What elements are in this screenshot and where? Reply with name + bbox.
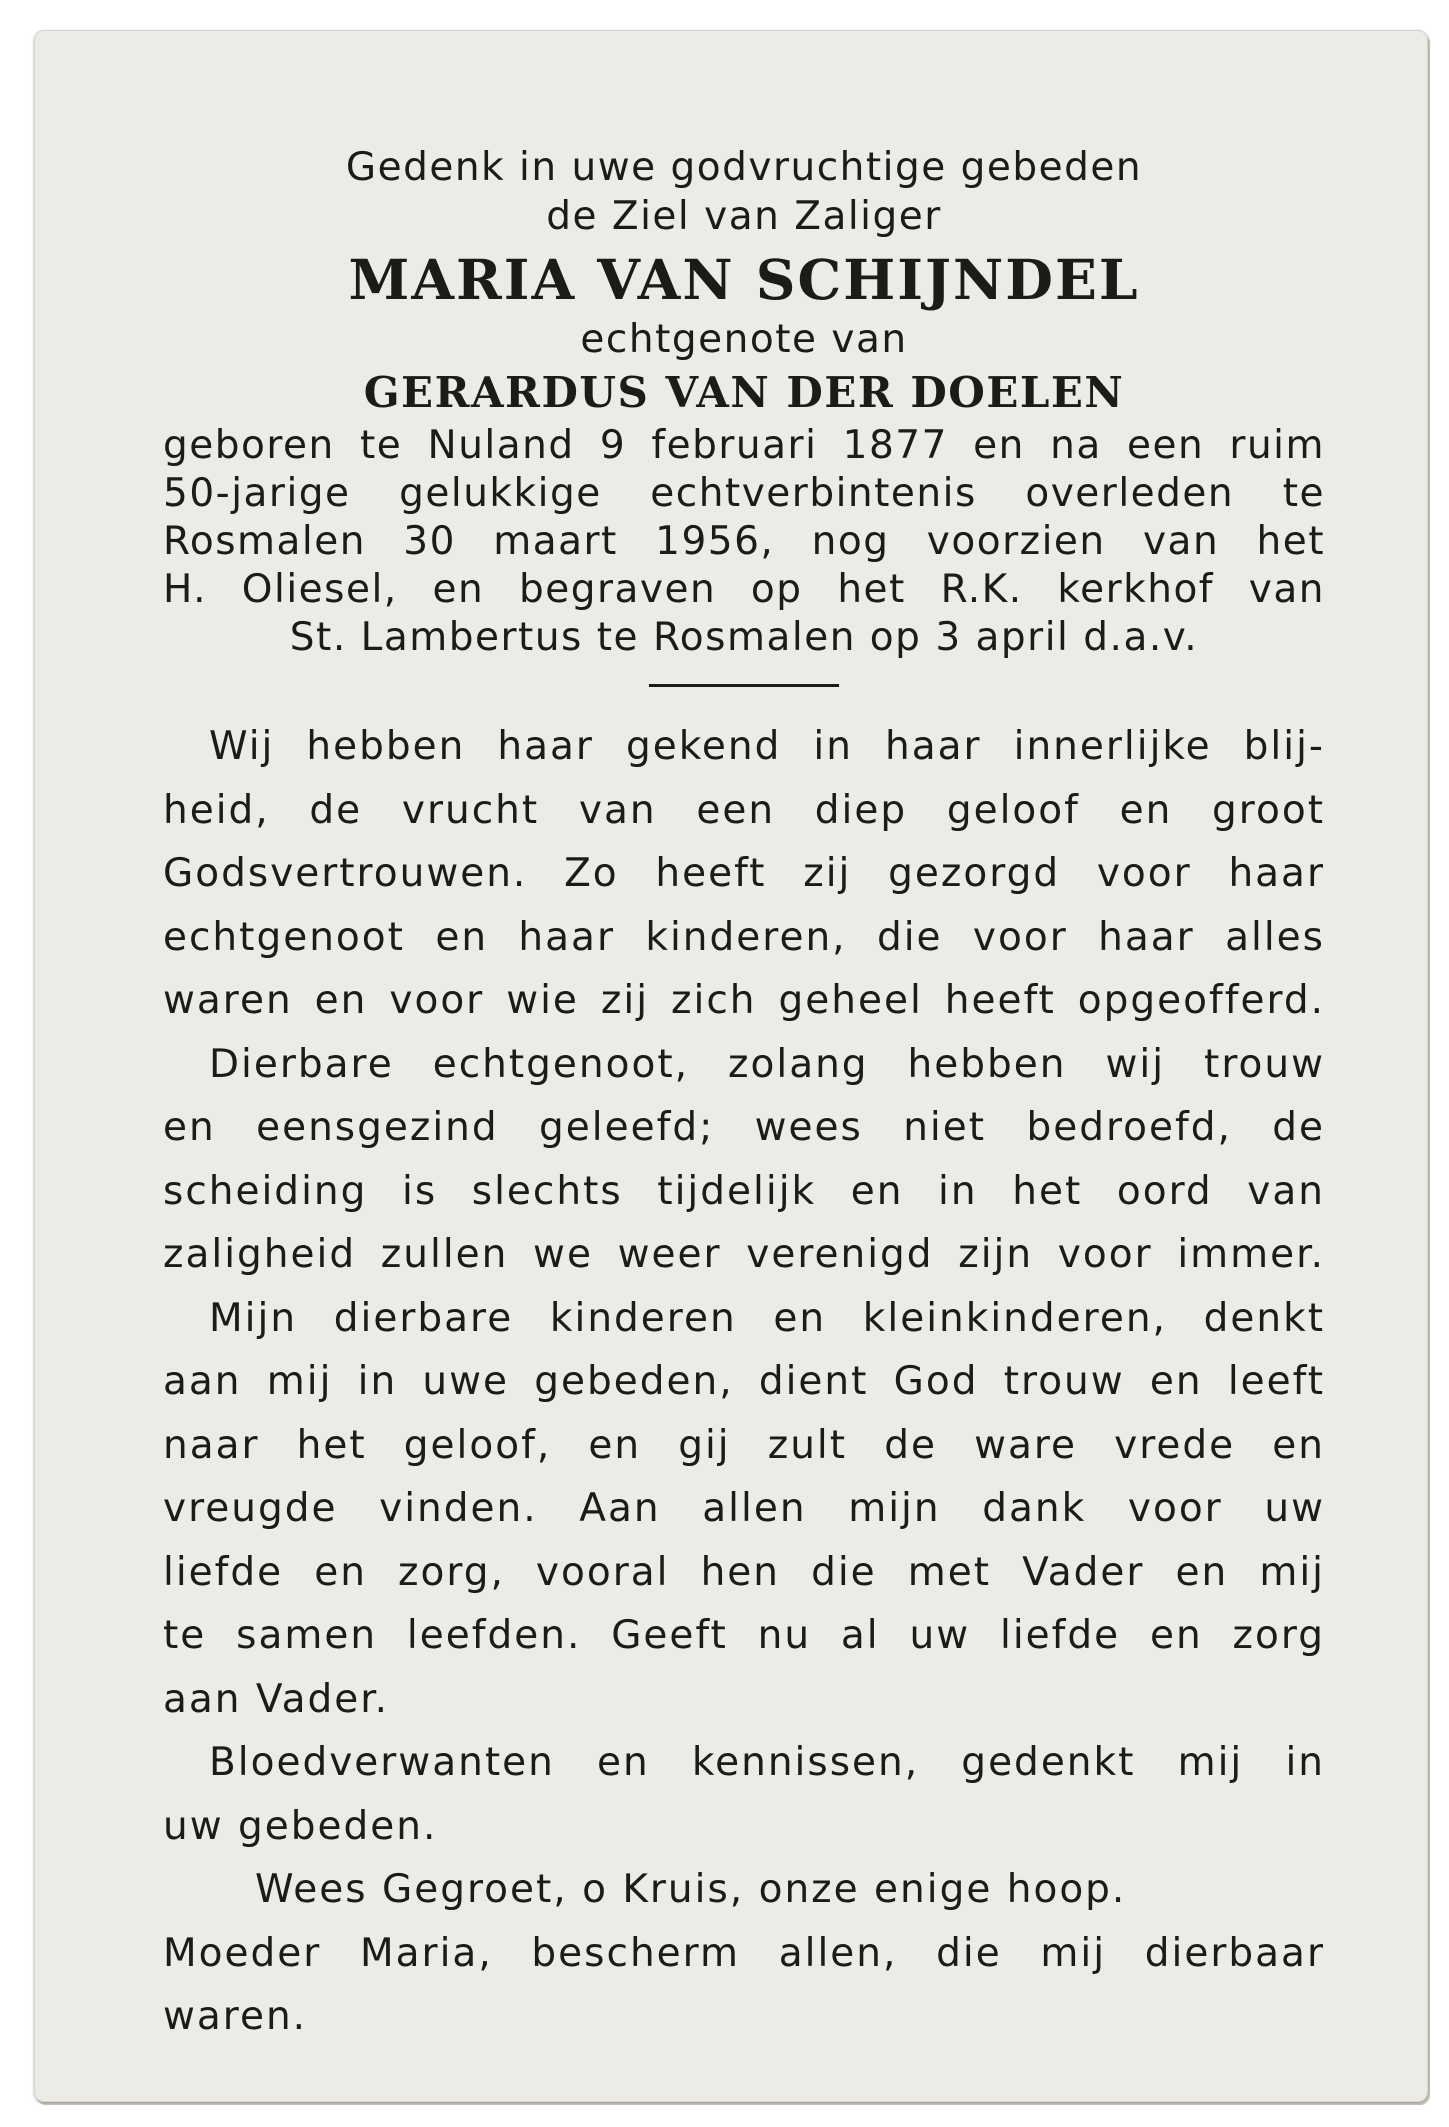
body-line: zaligheid zullen we weer verenigd zijn voor immer. [163, 1232, 1325, 1277]
memorial-card [34, 30, 1428, 2102]
body-line: Godsvertrouwen. Zo heeft zij gezorgd voor haar [163, 851, 1325, 896]
spouse-name: GERARDUS VAN DER DOELEN [363, 368, 1125, 417]
card-header [163, 143, 1325, 422]
body-text [163, 715, 1325, 2049]
body-line: en eensgezind geleefd; wees niet bedroefd, de [163, 1105, 1325, 1150]
body-line: Wees Gegroet, o Kruis, onze enige hoop. [255, 1867, 1127, 1912]
bio-line: Rosmalen 30 maart 1956, nog voorzien van het [163, 519, 1325, 564]
card-content [163, 143, 1325, 2049]
body-line: aan mij in uwe gebeden, dient God trouw en leeft [163, 1359, 1325, 1404]
body-line: Moeder Maria, bescherm allen, die mij dierbaar [163, 1930, 1325, 1976]
body-line: liefde en zorg, vooral hen die met Vader en mij [163, 1549, 1325, 1595]
header-line-1: Gedenk in uwe godvruchtige gebeden [345, 145, 1143, 190]
bio-line: geboren te Nuland 9 februari 1877 en na een ruim [163, 423, 1325, 468]
body-line: naar het geloof, en gij zult de ware vrede en [163, 1422, 1325, 1468]
deceased-name: MARIA VAN SCHIJNDEL [348, 247, 1140, 312]
body-line: Mijn dierbare kinderen en kleinkinderen, denkt [209, 1295, 1325, 1341]
body-line: scheiding is slechts tijdelijk en in het oord van [163, 1168, 1325, 1214]
body-line: Wij hebben haar gekend in haar innerlijke blij- [209, 724, 1325, 769]
body-line: waren en voor wie zij zich geheel heeft opgeofferd. [163, 978, 1325, 1023]
divider-rule [649, 684, 839, 687]
body-line: waren. [163, 1994, 308, 2039]
bio-line: H. Oliesel, en begraven op het R.K. kerkhof van [163, 567, 1325, 612]
body-line: Dierbare echtgenoot, zolang hebben wij trouw [209, 1041, 1325, 1087]
body-line: aan Vader. [163, 1676, 390, 1722]
body-line: echtgenoot en haar kinderen, die voor haar alles [163, 914, 1325, 960]
body-line: te samen leefden. Geeft nu al uw liefde en zorg [163, 1613, 1325, 1658]
body-line: Bloedverwanten en kennissen, gedenkt mij in [209, 1740, 1325, 1785]
bio-line: St. Lambertus te Rosmalen op 3 april d.a.v. [289, 615, 1199, 660]
body-line: uw gebeden. [163, 1803, 438, 1849]
body-line: vreugde vinden. Aan allen mijn dank voor uw [163, 1486, 1325, 1531]
bio-block [163, 422, 1325, 662]
bio-line: 50-jarige gelukkige echtverbintenis overleden te [163, 471, 1325, 516]
header-line-2: de Ziel van Zaliger [546, 194, 942, 239]
relation-text: echtgenote van [580, 317, 908, 362]
body-line: heid, de vrucht van een diep geloof en groot [163, 787, 1325, 833]
